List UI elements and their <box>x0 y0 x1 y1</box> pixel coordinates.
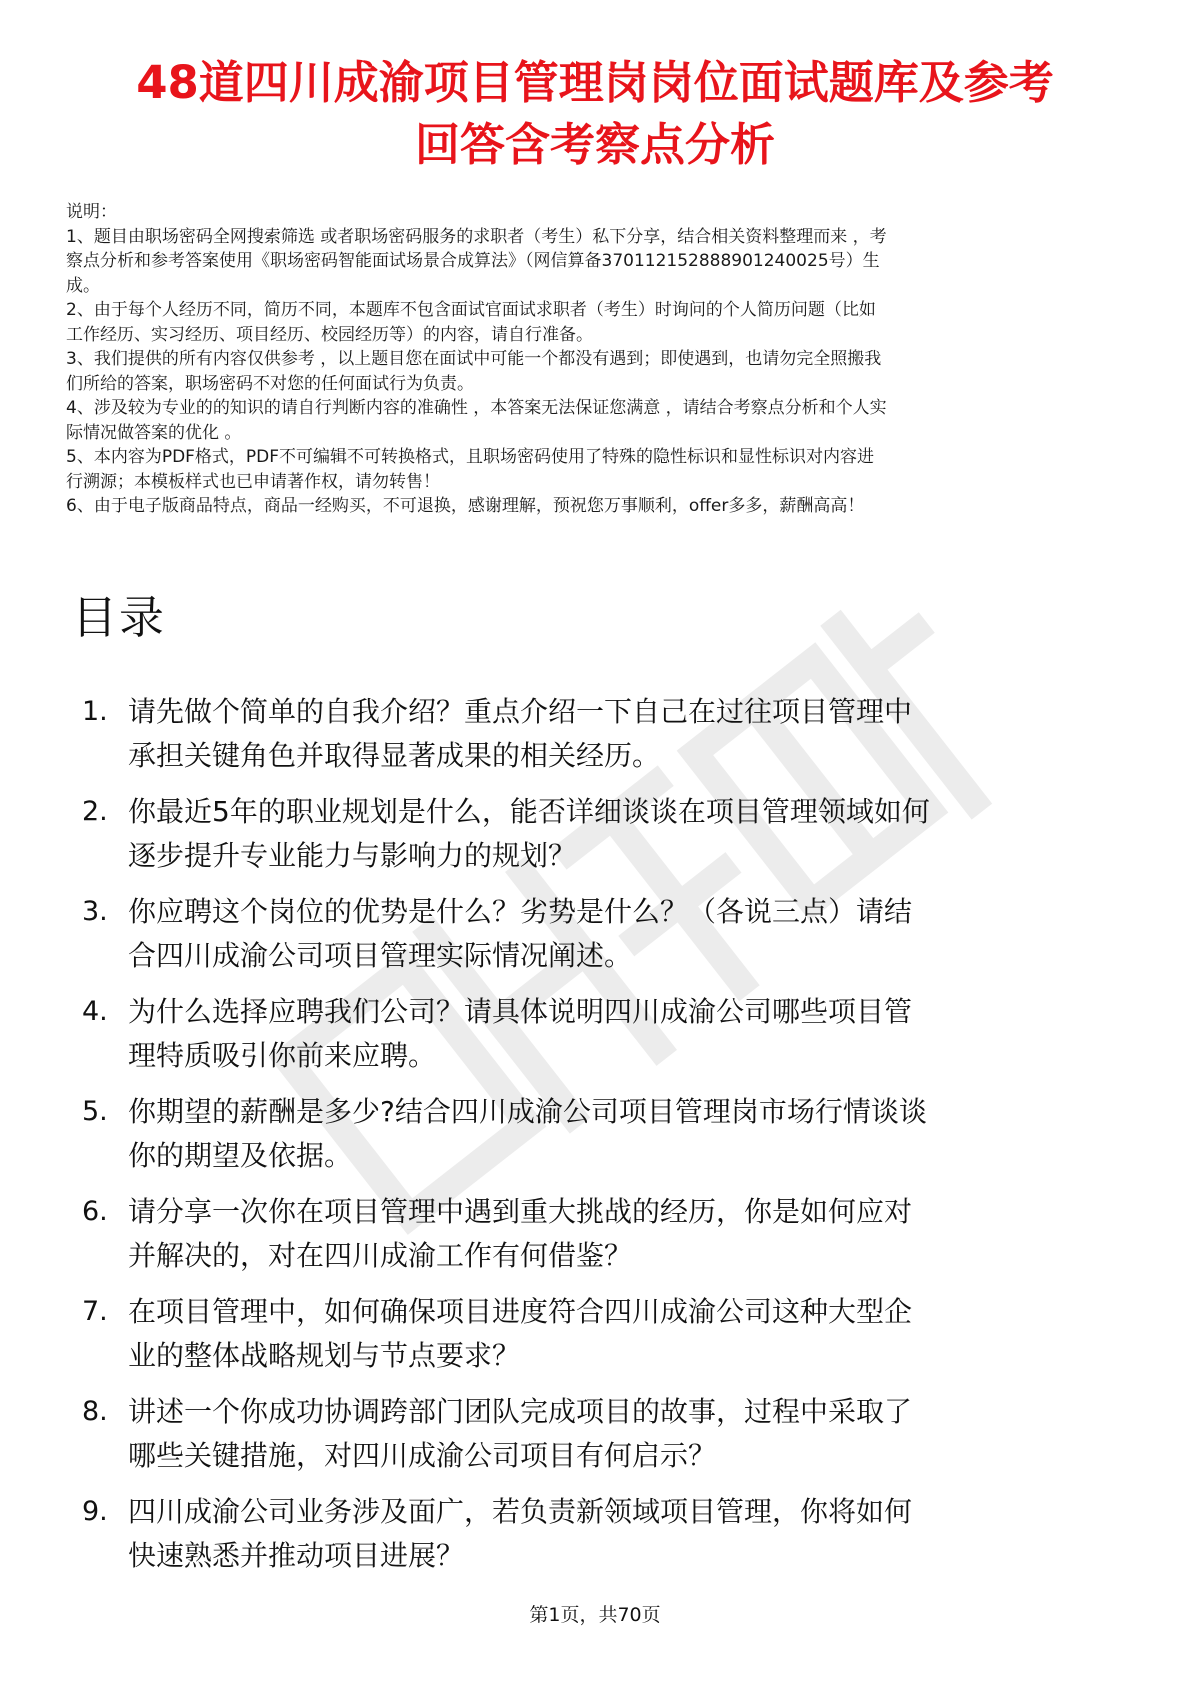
notes-line: 1、题目由职场密码全网搜索筛选 或者职场密码服务的求职者（考生）私下分享，结合相关资料整理而来 ，考 <box>66 226 887 247</box>
toc-item[interactable] <box>82 1390 1142 1490</box>
toc-item-text: 哪些关键措施，对四川成渝公司项目有何启示？ <box>128 1439 717 1472</box>
toc-item-number: 4. <box>82 996 108 1027</box>
notes-line: 察点分析和参考答案使用《职场密码智能面试场景合成算法》（网信算备370112152888901240025号）生 <box>66 251 880 271</box>
notes-section <box>66 200 1126 519</box>
notes-line: 4、涉及较为专业的的知识的请自行判断内容的准确性 ，本答案无法保证您满意 ，请结合考察点分析和个人实 <box>66 398 887 418</box>
toc-item[interactable] <box>82 1190 1142 1290</box>
notes-line: 们所给的答案，职场密码不对您的任何面试行为负责。 <box>66 373 474 394</box>
toc-item[interactable] <box>82 990 1142 1090</box>
page-footer: 第1页，共70页 <box>529 1604 661 1626</box>
toc-item-number: 9. <box>82 1496 108 1527</box>
toc-item-text: 并解决的，对在四川成渝工作有何借鉴？ <box>128 1239 633 1272</box>
notes-line: 行溯源；本模板样式也已申请著作权，请勿转售！ <box>66 471 440 492</box>
toc-item-text: 四川成渝公司业务涉及面广，若负责新领域项目管理，你将如何 <box>128 1495 913 1528</box>
document-title-line-2: 回答含考察点分析 <box>414 118 775 171</box>
toc-list <box>82 690 1142 1590</box>
toc-heading: 目录 <box>72 591 167 644</box>
toc-item-text: 请分享一次你在项目管理中遇到重大挑战的经历，你是如何应对 <box>128 1195 913 1228</box>
notes-line: 6、由于电子版商品特点，商品一经购买，不可退换，感谢理解，预祝您万事顺利，offer多多，薪酬高高！ <box>66 496 865 516</box>
notes-line: 际情况做答案的优化 。 <box>66 422 242 443</box>
toc-item[interactable] <box>82 1490 1142 1590</box>
toc-item-text: 合四川成渝公司项目管理实际情况阐述。 <box>128 939 633 972</box>
toc-item[interactable] <box>82 890 1142 990</box>
toc-item-text: 你的期望及依据。 <box>128 1139 353 1172</box>
document-title-line-1: 48道四川成渝项目管理岗岗位面试题库及参考 <box>136 56 1054 109</box>
toc-item-text: 你期望的薪酬是多少?结合四川成渝公司项目管理岗市场行情谈谈 <box>128 1095 927 1128</box>
toc-item-text: 讲述一个你成功协调跨部门团队完成项目的故事，过程中采取了 <box>128 1395 913 1428</box>
notes-line: 3、我们提供的所有内容仅供参考 ，以上题目您在面试中可能一个都没有遇到；即使遇到，也请勿完全照搬我 <box>66 349 882 369</box>
toc-item-text: 逐步提升专业能力与影响力的规划？ <box>128 839 577 872</box>
toc-item-text: 请先做个简单的自我介绍？重点介绍一下自己在过往项目管理中 <box>128 695 913 728</box>
toc-item-number: 5. <box>82 1096 108 1127</box>
notes-line: 5、本内容为PDF格式，PDF不可编辑不可转换格式，且职场密码使用了特殊的隐性标识和显性标识对内容进 <box>66 447 875 467</box>
toc-item-number: 2. <box>82 796 108 827</box>
toc-item-number: 8. <box>82 1396 108 1427</box>
toc-item-text: 理特质吸引你前来应聘。 <box>128 1039 437 1072</box>
toc-item-number: 6. <box>82 1196 108 1227</box>
notes-line: 2、由于每个人经历不同，简历不同，本题库不包含面试官面试求职者（考生）时询问的个人简历问题（比如 <box>66 300 876 320</box>
notes-line: 工作经历、实习经历、项目经历、校园经历等）的内容，请自行准备。 <box>66 324 593 345</box>
notes-heading: 说明： <box>66 202 117 222</box>
toc-item-number: 7. <box>82 1296 108 1327</box>
toc-item-number: 1. <box>82 696 108 727</box>
toc-item-text: 承担关键角色并取得显著成果的相关经历。 <box>128 739 661 772</box>
toc-item[interactable] <box>82 1290 1142 1390</box>
toc-item-text: 业的整体战略规划与节点要求？ <box>128 1339 521 1372</box>
toc-item-text: 为什么选择应聘我们公司？请具体说明四川成渝公司哪些项目管 <box>128 995 913 1028</box>
toc-item-number: 3. <box>82 896 108 927</box>
toc-item[interactable] <box>82 790 1142 890</box>
toc-item[interactable] <box>82 1090 1142 1190</box>
toc-item-text: 快速熟悉并推动项目进展？ <box>128 1539 465 1572</box>
toc-item-text: 在项目管理中，如何确保项目进度符合四川成渝公司这种大型企 <box>128 1295 913 1328</box>
toc-item-text: 你应聘这个岗位的优势是什么？劣势是什么？（各说三点）请结 <box>128 895 913 928</box>
toc-item-text: 你最近5年的职业规划是什么，能否详细谈谈在项目管理领域如何 <box>128 795 930 828</box>
toc-item[interactable] <box>82 690 1142 790</box>
notes-line: 成。 <box>66 275 100 296</box>
